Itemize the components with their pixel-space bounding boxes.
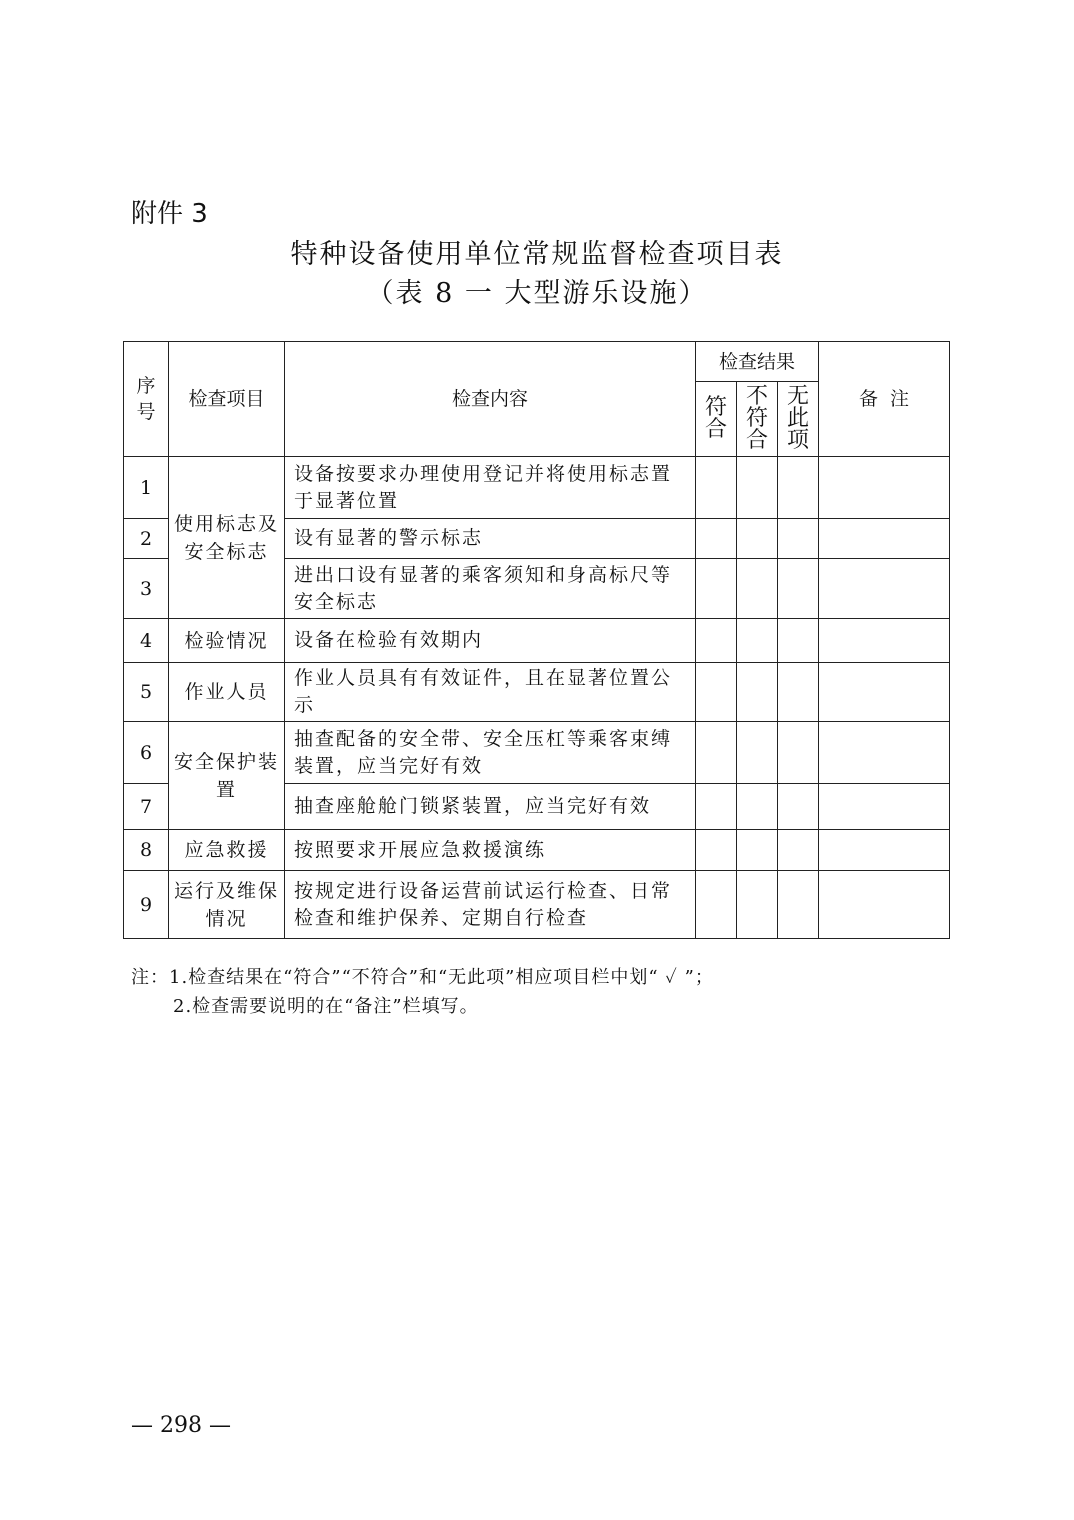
row-item: 使用标志及安全标志 xyxy=(169,457,285,619)
result-nonconform-cell[interactable] xyxy=(737,663,778,722)
vertical-header-char: 符 xyxy=(745,406,768,431)
row-content: 设备按要求办理使用登记并将使用标志置于显著位置 xyxy=(285,457,696,519)
remark-cell[interactable] xyxy=(819,722,950,784)
header-item: 检查项目 xyxy=(169,342,285,457)
page-subtitle: （表 8 一 大型游乐设施） xyxy=(366,278,708,309)
inspection-table xyxy=(123,341,950,939)
page-number: — 298 — xyxy=(131,1413,231,1438)
row-seq: 3 xyxy=(124,559,169,619)
row-content: 抽查座舱舱门锁紧装置，应当完好有效 xyxy=(285,784,696,830)
header-remark: 备 注 xyxy=(819,342,950,457)
row-content: 进出口设有显著的乘客须知和身高标尺等安全标志 xyxy=(285,559,696,619)
result-conform-cell[interactable] xyxy=(696,559,737,619)
row-content: 设有显著的警示标志 xyxy=(285,519,696,559)
vertical-header-char: 符 xyxy=(704,395,727,420)
result-nonconform-cell[interactable] xyxy=(737,519,778,559)
result-conform-cell[interactable] xyxy=(696,830,737,871)
row-content: 抽查配备的安全带、安全压杠等乘客束缚装置，应当完好有效 xyxy=(285,722,696,784)
vertical-header-char: 此 xyxy=(786,406,809,431)
result-conform-cell[interactable] xyxy=(696,871,737,939)
row-seq: 6 xyxy=(124,722,169,784)
result-na-cell[interactable] xyxy=(778,559,819,619)
result-nonconform-cell[interactable] xyxy=(737,784,778,830)
vertical-header-char: 合 xyxy=(745,428,768,453)
header-result-group: 检查结果 xyxy=(696,342,819,382)
row-seq: 5 xyxy=(124,663,169,722)
table-row xyxy=(124,457,950,519)
row-seq: 4 xyxy=(124,619,169,663)
row-item: 运行及维保情况 xyxy=(169,871,285,939)
result-na-cell[interactable] xyxy=(778,619,819,663)
result-na-cell[interactable] xyxy=(778,663,819,722)
header-seq: 序号 xyxy=(124,342,169,457)
row-seq: 1 xyxy=(124,457,169,519)
note-line-1: 注：1.检查结果在“符合”“不符合”和“无此项”相应项目栏中划“ ✓ ”； xyxy=(131,967,714,988)
attachment-label: 附件 3 xyxy=(131,199,208,229)
result-conform-cell[interactable] xyxy=(696,663,737,722)
row-item: 应急救援 xyxy=(169,830,285,871)
table-notes xyxy=(131,963,714,1021)
row-item: 检验情况 xyxy=(169,619,285,663)
remark-cell[interactable] xyxy=(819,784,950,830)
result-nonconform-cell[interactable] xyxy=(737,457,778,519)
table-row xyxy=(124,871,950,939)
result-conform-cell[interactable] xyxy=(696,784,737,830)
header-row xyxy=(124,342,950,382)
result-na-cell[interactable] xyxy=(778,519,819,559)
result-na-cell[interactable] xyxy=(778,784,819,830)
remark-cell[interactable] xyxy=(819,871,950,939)
result-na-cell[interactable] xyxy=(778,722,819,784)
vertical-header-char: 无 xyxy=(786,384,809,409)
header-content: 检查内容 xyxy=(285,342,696,457)
row-seq: 7 xyxy=(124,784,169,830)
page-title: 特种设备使用单位常规监督检查项目表 xyxy=(290,239,784,270)
remark-cell[interactable] xyxy=(819,830,950,871)
remark-cell[interactable] xyxy=(819,457,950,519)
remark-cell[interactable] xyxy=(819,619,950,663)
result-conform-cell[interactable] xyxy=(696,619,737,663)
result-na-cell[interactable] xyxy=(778,457,819,519)
vertical-header-char: 不 xyxy=(745,384,768,409)
header-result-na xyxy=(778,382,819,457)
row-content: 按照要求开展应急救援演练 xyxy=(285,830,696,871)
table-row xyxy=(124,619,950,663)
table-row xyxy=(124,663,950,722)
result-conform-cell[interactable] xyxy=(696,519,737,559)
row-seq: 8 xyxy=(124,830,169,871)
header-result-conform xyxy=(696,382,737,457)
row-content: 设备在检验有效期内 xyxy=(285,619,696,663)
result-conform-cell[interactable] xyxy=(696,457,737,519)
remark-cell[interactable] xyxy=(819,559,950,619)
table-row xyxy=(124,722,950,784)
row-item: 安全保护装置 xyxy=(169,722,285,830)
row-item: 作业人员 xyxy=(169,663,285,722)
result-nonconform-cell[interactable] xyxy=(737,619,778,663)
result-conform-cell[interactable] xyxy=(696,722,737,784)
result-na-cell[interactable] xyxy=(778,830,819,871)
note-line-2: 2.检查需要说明的在“备注”栏填写。 xyxy=(173,996,479,1017)
header-result-nonconform xyxy=(737,382,778,457)
remark-cell[interactable] xyxy=(819,519,950,559)
result-nonconform-cell[interactable] xyxy=(737,871,778,939)
result-nonconform-cell[interactable] xyxy=(737,559,778,619)
row-seq: 2 xyxy=(124,519,169,559)
result-nonconform-cell[interactable] xyxy=(737,722,778,784)
result-na-cell[interactable] xyxy=(778,871,819,939)
row-content: 按规定进行设备运营前试运行检查、日常检查和维护保养、定期自行检查 xyxy=(285,871,696,939)
vertical-header-char: 合 xyxy=(704,417,727,442)
table-row xyxy=(124,830,950,871)
row-seq: 9 xyxy=(124,871,169,939)
row-content: 作业人员具有有效证件，且在显著位置公示 xyxy=(285,663,696,722)
vertical-header-char: 项 xyxy=(786,428,809,453)
result-nonconform-cell[interactable] xyxy=(737,830,778,871)
remark-cell[interactable] xyxy=(819,663,950,722)
